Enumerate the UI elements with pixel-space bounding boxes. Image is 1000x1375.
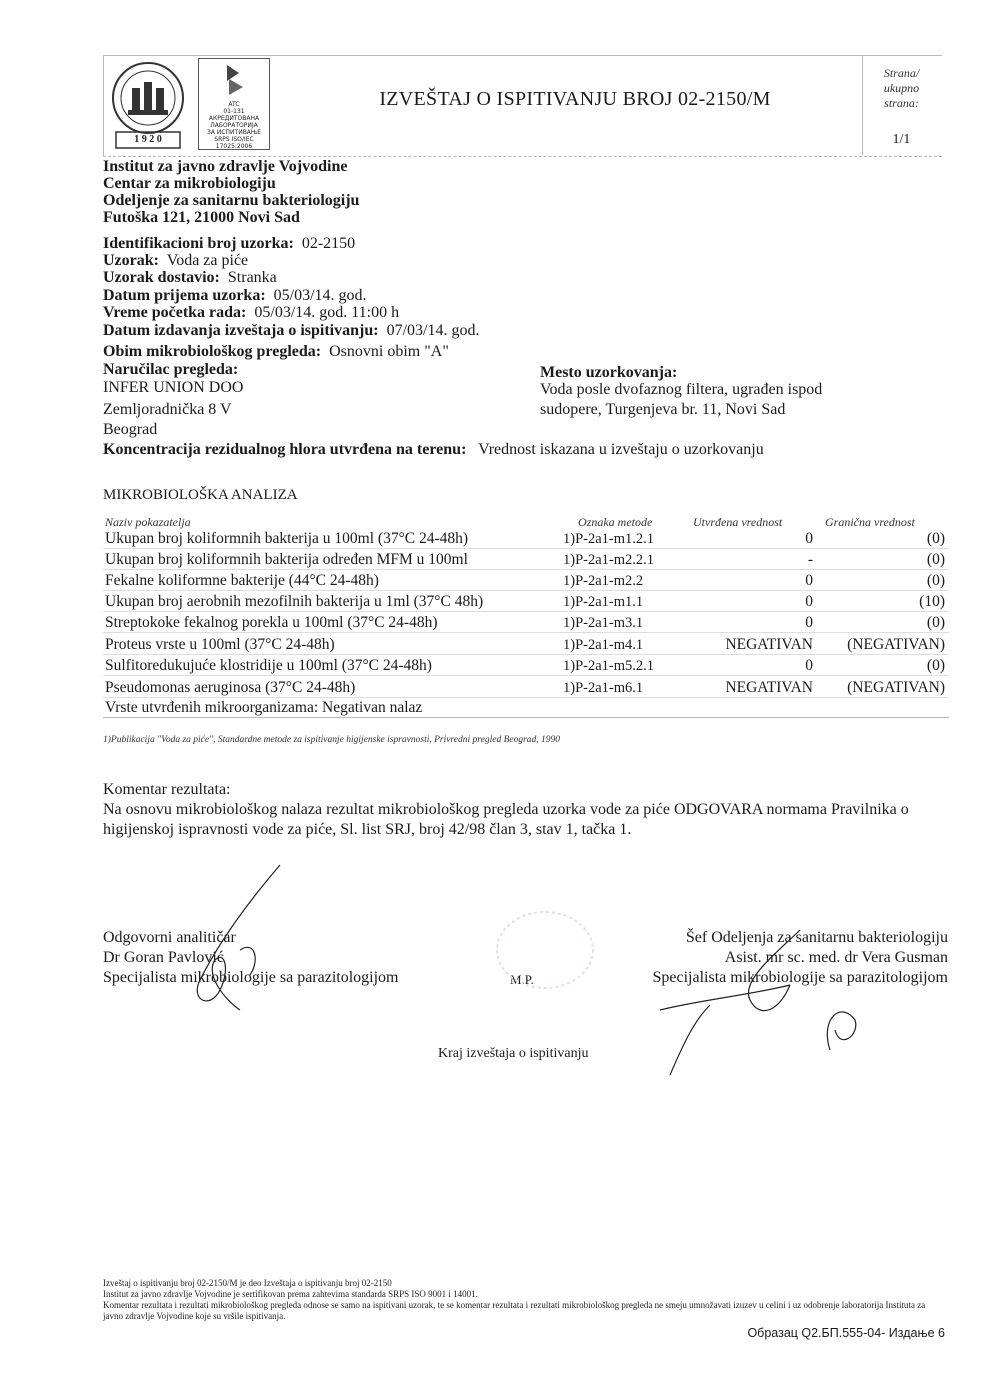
sample-type: Uzorak: Voda za piće [103, 252, 249, 269]
analyst-handwritten-signature-icon [180, 860, 310, 1030]
table-row [103, 551, 949, 570]
limit-value: (NEGATIVAN) [847, 636, 945, 653]
institute-logo [108, 58, 188, 152]
table-row [103, 614, 949, 633]
location-label: Mesto uzorkovanja: [540, 364, 678, 381]
found-value: 0 [805, 593, 813, 610]
limit-value: (NEGATIVAN) [847, 679, 945, 696]
limit-value: (0) [926, 614, 945, 631]
indicator-name: Proteus vrste u 100ml (37°C 24-48h) [105, 636, 335, 653]
header-found-value: Utvrđena vrednost [693, 515, 783, 529]
head-name: Asist. mr sc. med. dr Vera Gusman [724, 949, 948, 966]
page-value: 1/1 [892, 132, 911, 147]
found-value: 0 [805, 572, 813, 589]
form-code: Образац Q2.БП.555-04- Издање 6 [747, 1326, 945, 1340]
table-row [103, 657, 949, 676]
footer-notes [103, 1278, 943, 1322]
method-code: 1)P-2a1-m4.1 [563, 637, 644, 653]
table-row [103, 636, 949, 655]
found-value: 0 [805, 657, 813, 674]
found-value: 0 [805, 530, 813, 547]
method-code: 1)P-2a1-m5.2.1 [563, 658, 655, 674]
location-line-2: sudopere, Turgenjeva br. 11, Novi Sad [540, 401, 786, 418]
faded-stamp-icon [485, 905, 605, 995]
method-code: 1)P-2a1-m1.1 [563, 594, 644, 610]
sample-id: Identifikacioni broj uzorka: 02-2150 [103, 235, 356, 252]
method-footnote: 1)Publikacija "Voda za piće", Standardne metode za ispitivanje higijenske ispravnosti, Privredni pregled Beograd, 1990 [103, 735, 561, 745]
end-of-report: Kraj izveštaja o ispitivanju [438, 1046, 589, 1061]
table-row [103, 679, 949, 698]
found-value: NEGATIVAN [725, 679, 813, 696]
head-title: Specijalista mikrobiologije sa parazitologijom [652, 969, 948, 986]
footer-line-2: Institut za javno zdravlje Vojvodine je sertifikovan prema zahtevima standarda SRPS ISO 9001 i 14001. [103, 1289, 478, 1299]
indicator-name: Ukupan broj aerobnih mezofilnih bakterija u 1ml (37°C 48h) [105, 593, 484, 610]
indicator-name: Ukupan broj koliformnih bakterija u 100ml (37°C 24-48h) [105, 530, 469, 547]
method-code: 1)P-2a1-m1.2.1 [563, 531, 655, 547]
work-start-time: Vreme početka rada: 05/03/14. god. 11:00 h [103, 304, 400, 321]
found-organisms: Vrste utvrđenih mikroorganizama: Negativan nalaz [105, 699, 423, 716]
sample-delivered-by: Uzorak dostavio: Stranka [103, 269, 277, 286]
found-value: - [807, 551, 813, 568]
table-row [103, 530, 949, 549]
indicator-name: Pseudomonas aeruginosa (37°C 24-48h) [105, 679, 356, 696]
analyst-name: Dr Goran Pavlović [103, 949, 224, 966]
atc-text: ATC 01-131 АКРЕДИТОВАНА ЛАБОРАТОРИЈА ЗА ИСПИТИВАЊЕ SRPS ISO/IEC 17025:2006 [207, 101, 261, 150]
analyst-title: Specijalista mikrobiologije sa parazitologijom [103, 969, 399, 986]
limit-value: (0) [926, 551, 945, 568]
indicator-name: Streptokoke fekalnog porekla u 100ml (37°C 24-48h) [105, 614, 438, 631]
results-comment [103, 780, 953, 840]
page-label: Strana/ ukupno strana: [883, 66, 920, 110]
found-organisms-row [103, 699, 949, 718]
stamp-placeholder: M.P. [510, 972, 534, 987]
method-code: 1)P-2a1-m3.1 [563, 615, 644, 631]
method-code: 1)P-2a1-m2.2.1 [563, 552, 655, 568]
limit-value: (10) [919, 593, 945, 610]
limit-value: (0) [926, 530, 945, 547]
residual-chlorine: Koncentracija rezidualnog hlora utvrđena na terenu: Vrednost iskazana u izveštaju o uzorkovanju [103, 441, 764, 458]
found-value: NEGATIVAN [725, 636, 813, 653]
limit-value: (0) [926, 572, 945, 589]
report-title: IZVEŠTAJ O ISPITIVANJU BROJ 02-2150/M [379, 88, 771, 110]
indicator-name: Ukupan broj koliformnih bakterija određen MFM u 100ml [105, 551, 468, 568]
accreditation-mark-icon [199, 59, 269, 101]
atc-accreditation-logo [198, 58, 270, 150]
head-handwritten-signature-icon [640, 900, 910, 1080]
method-code: 1)P-2a1-m2.2 [563, 573, 644, 589]
logo-year: 1 9 2 0 [134, 134, 162, 145]
limit-value: (0) [926, 657, 945, 674]
client-label: Naručilac pregleda: [103, 361, 239, 378]
found-value: 0 [805, 614, 813, 631]
institution-line-2: Centar za mikrobiologiju [103, 175, 276, 192]
indicator-name: Fekalne koliformne bakterije (44°C 24-48h) [105, 572, 379, 589]
analyst-role: Odgovorni analitičar [103, 929, 236, 946]
institution-line-3: Odeljenje za sanitarnu bakteriologiju [103, 192, 360, 209]
footer-line-3: Komentar rezultata i rezultati mikrobiološkog pregleda odnose se samo na ispitivani uzorak, te se komentar rezultata i rezultati mikrobiološkog pregleda ne smeju umnožavati izuzev u celini i uz odobrenje laboratorija Instituta za javno zdravlje Vojvodine koje su vršile ispitivanja. [103, 1300, 926, 1321]
header-limit-value: Granična vrednost [825, 515, 915, 529]
comment-text: Na osnovu mikrobiološkog nalaza rezultat mikrobiološkog pregleda uzorka vode za piće ODGOVARA normama Pravilnika o higijenskoj ispravnosti vode za piće, Sl. list SRJ, broj 42/98 član 3, stav 1, tačka 1. [103, 801, 909, 838]
header-method: Oznaka metode [578, 515, 653, 529]
analysis-scope: Obim mikrobiološkog pregleda: Osnovni obim "A" [103, 343, 449, 360]
location-line-1: Voda posle dvofaznog filtera, ugrađen ispod [540, 381, 823, 398]
sample-received-date: Datum prijema uzorka: 05/03/14. god. [103, 287, 367, 304]
analysis-title: MIKROBIOLOŠKA ANALIZA [103, 487, 298, 503]
table-row [103, 593, 949, 612]
header-indicator: Naziv pokazatelja [105, 515, 191, 529]
indicator-name: Sulfitoredukujuće klostridije u 100ml (37°C 24-48h) [105, 657, 432, 674]
institution-line-4: Futoška 121, 21000 Novi Sad [103, 209, 300, 226]
client-street: Zemljoradnička 8 V [103, 401, 232, 418]
institution-line-1: Institut za javno zdravlje Vojvodine [103, 158, 348, 175]
footer-line-1: Izveštaj o ispitivanju broj 02-2150/M je deo Izveštaja o ispitivanju broj 02-2150 [103, 1278, 392, 1288]
report-issue-date: Datum izdavanja izveštaja o ispitivanju: 07/03/14. god. [103, 322, 480, 339]
client-name: INFER UNION DOO [103, 379, 244, 396]
comment-title: Komentar rezultata: [103, 781, 231, 798]
client-city: Beograd [103, 421, 158, 438]
method-code: 1)P-2a1-m6.1 [563, 680, 644, 696]
table-row [103, 572, 949, 591]
head-role: Šef Odeljenja za sanitarnu bakteriologiju [685, 929, 948, 946]
